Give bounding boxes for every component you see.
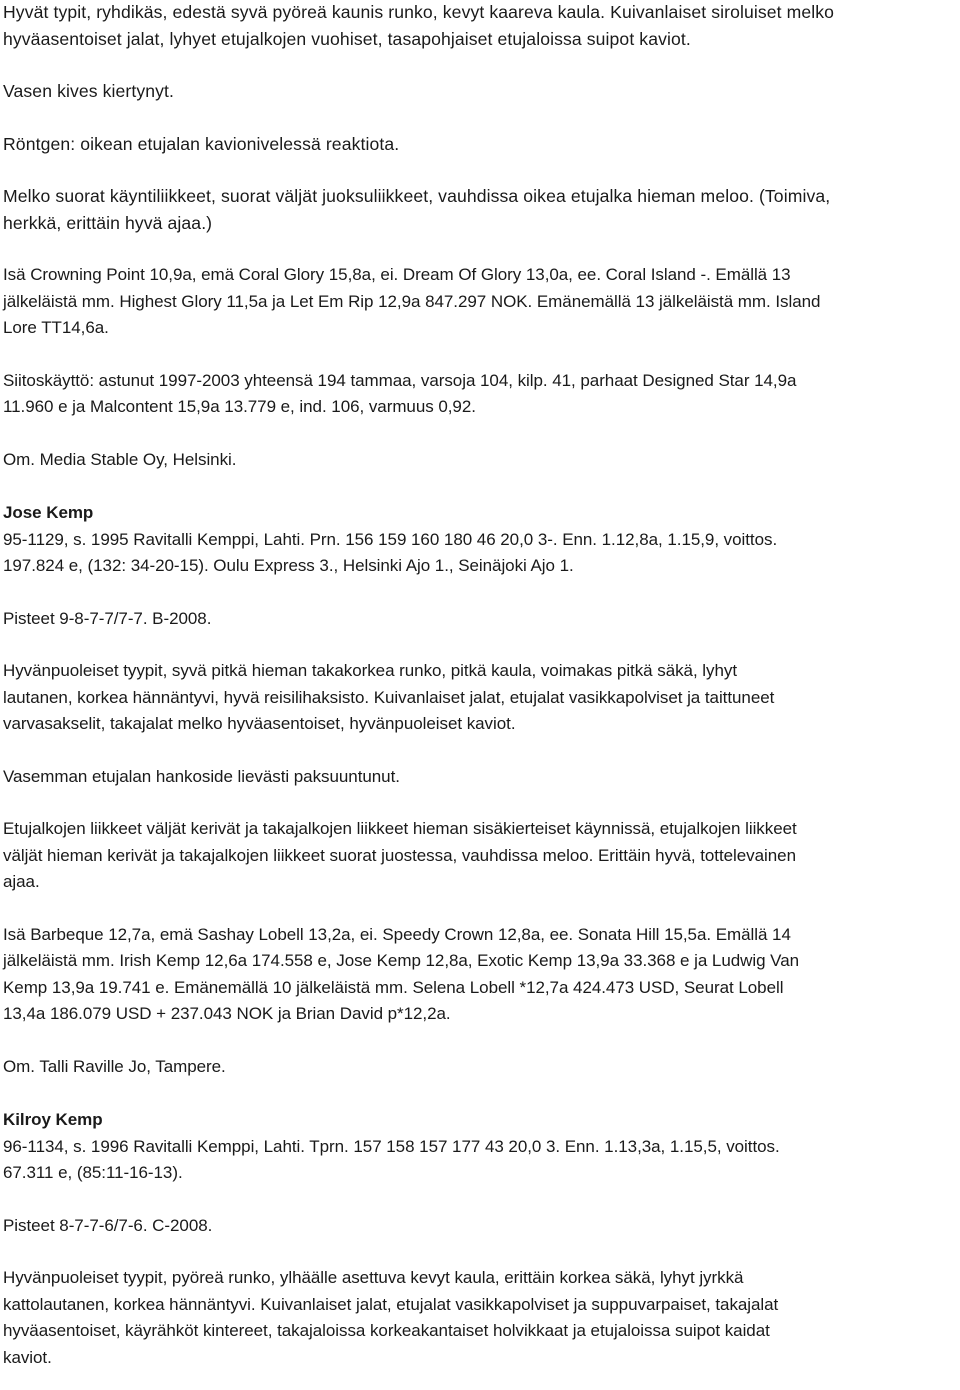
text-line: Lore TT14,6a. [3,318,109,337]
text-line: Siitoskäyttö: astunut 1997-2003 yhteensä 194 tammaa, varsoja 104, kilp. 41, parhaat Designed Star 14,9a [3,370,797,390]
text-line: 197.824 e, (132: 34-20-15). Oulu Express 3., Helsinki Ajo 1., Seinäjoki Ajo 1. [3,556,574,575]
text-line: 96-1134, s. 1996 Ravitalli Kemppi, Lahti. Tprn. 157 158 157 177 43 20,0 3. Enn. 1.13,3a, 1.15,5, voittos. [3,1136,780,1156]
horse3-description [3,1265,957,1371]
text-line: lautanen, korkea hännäntyvi, hyvä reisilihaksisto. Kuivanlaiset jalat, etujalat vasikkapolviset ja taittuneet [3,687,775,707]
text-line: 11.960 e ja Malcontent 15,9a 13.779 e, ind. 106, varmuus 0,92. [3,397,476,416]
horse1-movement [3,183,957,236]
text-line: herkkä, erittäin hyvä ajaa.) [3,212,213,233]
text-line: 67.311 e, (85:11-16-13). [3,1163,183,1182]
document-page [3,0,957,1371]
text-line: hyväasentoiset jalat, lyhyet etujalkojen vuohiset, tasapohjaiset etujaloissa suipot kaviot. [3,28,691,49]
text-line: 95-1129, s. 1995 Ravitalli Kemppi, Lahti. Prn. 156 159 160 180 46 20,0 3-. Enn. 1.12,8a, 1.15,9, voittos. [3,529,778,549]
text-line: Vasemman etujalan hankoside lievästi paksuuntunut. [3,766,400,786]
text-line: Om. Media Stable Oy, Helsinki. [3,449,237,469]
horse2-description [3,658,957,738]
text-line: 13,4a 186.079 USD + 237.043 NOK ja Brian David p*12,2a. [3,1004,451,1023]
text-line: Om. Talli Raville Jo, Tampere. [3,1056,226,1076]
text-line: varvasakselit, takajalat melko hyväasentoiset, hyvänpuoleiset kaviot. [3,714,516,733]
text-line: Hyvät typit, ryhdikäs, edestä syvä pyöreä kaunis runko, kevyt kaareva kaula. Kuivanlaiset siroluiset melko [3,2,835,22]
horse1-pedigree [3,262,957,342]
horse-name: Jose Kemp [3,503,94,522]
text-line: Hyvänpuoleiset tyypit, syvä pitkä hieman takakorkea runko, pitkä kaula, voimakas pitkä säkä, lyhyt [3,661,738,680]
text-line: kaviot. [3,1347,52,1367]
text-line: Isä Crowning Point 10,9a, emä Coral Glory 15,8a, ei. Dream Of Glory 13,0a, ee. Coral Island -. Emällä 13 [3,265,791,284]
horse2-owner [3,1054,957,1081]
horse1-description [3,0,957,52]
text-line: Vasen kives kiertynyt. [3,81,175,101]
horse-name: Kilroy Kemp [3,1110,103,1129]
text-line: Pisteet 9-8-7-7/7-7. B-2008. [3,608,212,628]
text-line: Hyvänpuoleiset tyypit, pyöreä runko, ylhäälle asettuva kevyt kaula, erittäin korkea säkä, lyhyt jyrkkä [3,1268,744,1287]
horse1-breeding [3,368,957,421]
horse2-points [3,606,957,633]
text-line: väljät hieman kerivät ja takajalkojen liikkeet suorat juostessa, vauhdissa meloo. Erittäin hyvä, tottelevainen [3,845,796,865]
horse2-movement [3,816,957,896]
text-line: Kemp 13,9a 19.741 e. Emänemällä 10 jälkeläistä mm. Selena Lobell *12,7a 424.473 USD, Seurat Lobell [3,977,784,997]
text-line: ajaa. [3,872,40,891]
text-line: jälkeläistä mm. Irish Kemp 12,6a 174.558 e, Jose Kemp 12,8a, Exotic Kemp 13,9a 33.368 e ja Ludwig Van [3,951,800,970]
horse1-note-testicle [3,78,957,105]
text-line: Etujalkojen liikkeet väljät kerivät ja takajalkojen liikkeet hieman sisäkierteiset käynnissä, etujalkojen liikkeet [3,819,797,838]
horse1-note-xray [3,131,957,158]
text-line: Melko suorat käyntiliikkeet, suorat väljät juoksuliikkeet, vauhdissa oikea etujalka hieman meloo. (Toimiva, [3,186,831,206]
text-line: Isä Barbeque 12,7a, emä Sashay Lobell 13,2a, ei. Speedy Crown 12,8a, ee. Sonata Hill 15,5a. Emällä 14 [3,924,791,944]
text-line: Pisteet 8-7-7-6/7-6. C-2008. [3,1215,213,1235]
text-line: hyväasentoiset, käyrähköt kintereet, takajaloissa korkeakantaiset holvikkaat ja etujaloissa suipot kaidat [3,1321,770,1340]
horse2-entry [3,500,957,580]
horse1-owner [3,447,957,474]
text-line: Röntgen: oikean etujalan kavionivelessä reaktiota. [3,133,400,154]
horse2-note [3,764,957,791]
text-line: kattolautanen, korkea hännäntyvi. Kuivanlaiset jalat, etujalat vasikkapolviset ja suppuvarpaiset, takajalat [3,1294,779,1314]
horse3-entry [3,1107,957,1187]
horse2-pedigree [3,922,957,1028]
horse3-points [3,1213,957,1240]
text-line: jälkeläistä mm. Highest Glory 11,5a ja Let Em Rip 12,9a 847.297 NOK. Emänemällä 13 jälkeläistä mm. Island [3,291,821,311]
